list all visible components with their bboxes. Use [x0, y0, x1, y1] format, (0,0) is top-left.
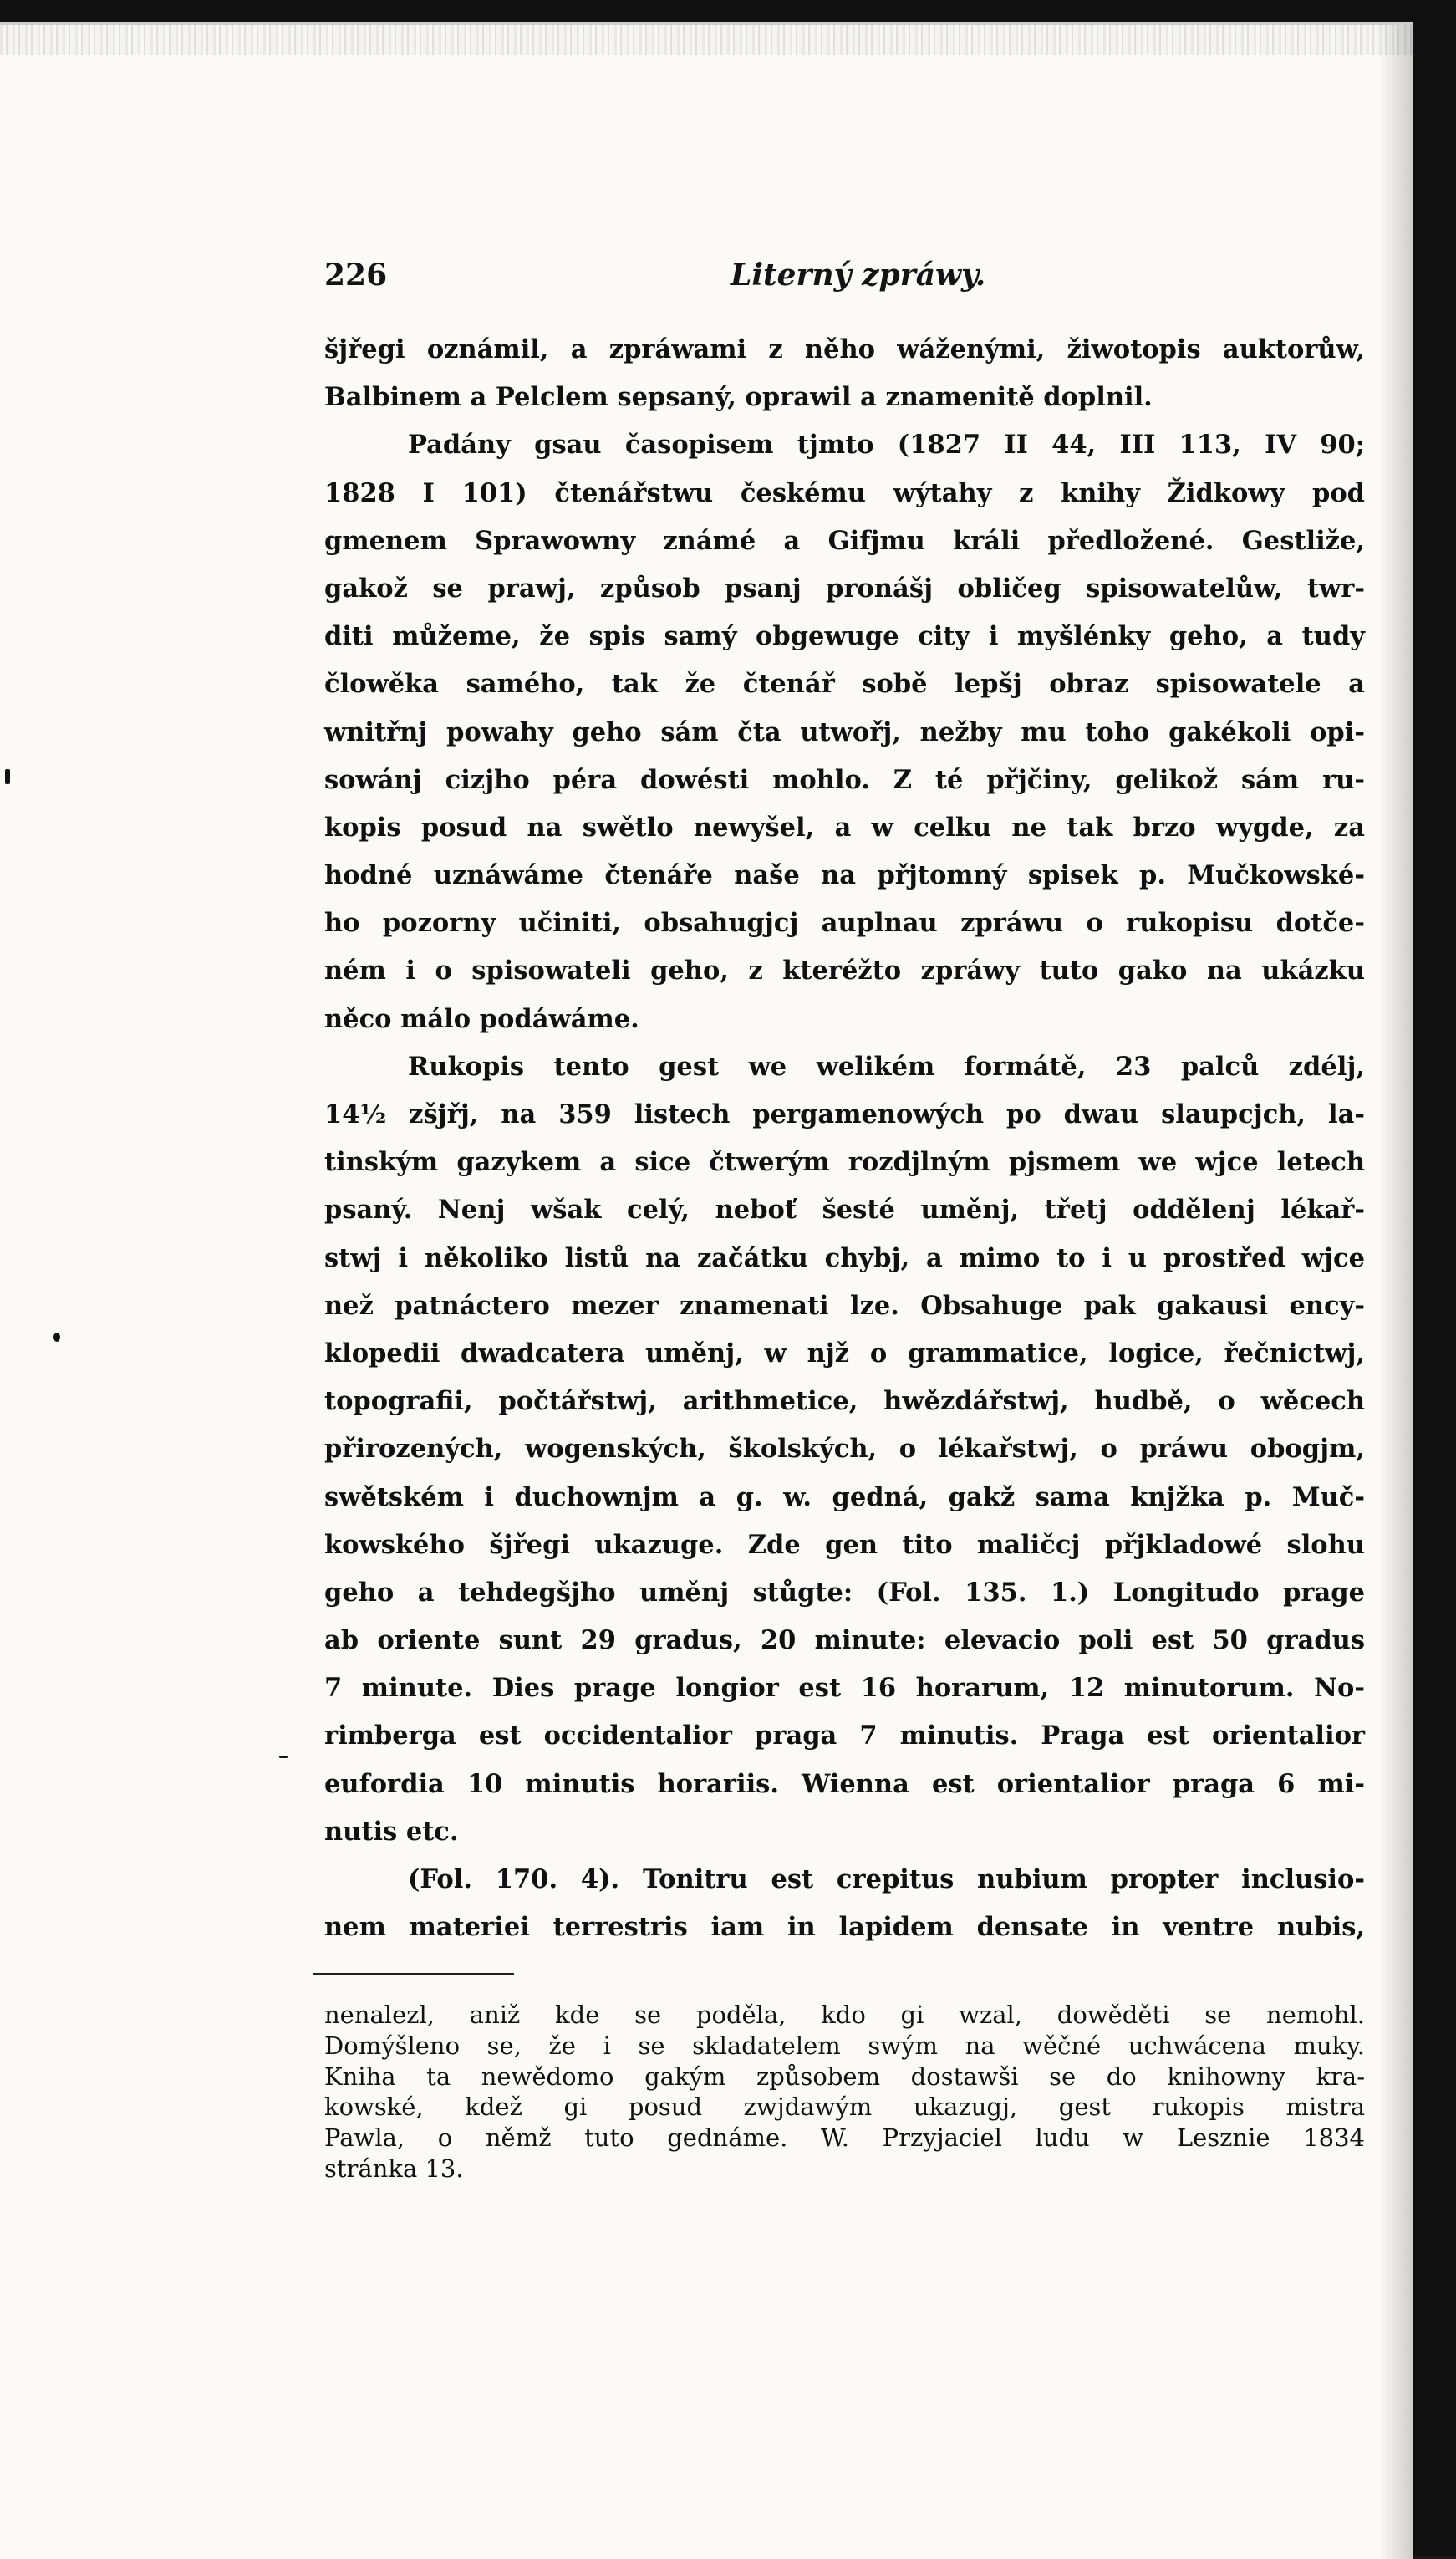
text-line: psaný. Nenj wšak celý, neboť šesté uměnj, třetj oddělenj lékař-: [324, 1195, 1365, 1226]
page-header: [324, 257, 1361, 299]
text-line: geho a tehdegšjho uměnj stůgte: (Fol. 135. 1.) Longitudo prage: [324, 1577, 1365, 1608]
footnote-line: Kniha ta newědomo gakým způsobem dostawši se do knihowny kra-: [324, 2062, 1365, 2091]
footnote-line: kowské, kdež gi posud zwjdawým ukazugj, gest rukopis mistra: [324, 2093, 1365, 2122]
scan-top-edge: [0, 25, 1413, 55]
text-line: než patnáctero mezer znamenati lze. Obsahuge pak gakausi ency-: [324, 1290, 1365, 1321]
footnote: [324, 2000, 1365, 2184]
page-edge-shadow: [1379, 25, 1413, 2559]
text-line: nem materiei terrestris iam in lapidem densate in ventre nubis,: [324, 1912, 1365, 1943]
text-line: topografii, počtářstwj, arithmetice, hwězdářstwj, hudbě, o wěcech: [324, 1386, 1365, 1417]
footnote-line: Domýšleno se, že i se skladatelem swým na wěčné uchwácena muky.: [324, 2031, 1365, 2060]
text-line: Rukopis tento gest we welikém formátě, 23 palců zdélj,: [408, 1051, 1365, 1082]
running-title: Literný zpráwy.: [731, 257, 986, 293]
text-line: hodné uznáwáme čtenáře naše na přjtomný spisek p. Mučkowské-: [324, 860, 1365, 891]
scan-speck: [1443, 268, 1447, 281]
text-line: 7 minute. Dies prage longior est 16 horarum, 12 minutorum. No-: [324, 1673, 1365, 1704]
text-line: ab oriente sunt 29 gradus, 20 minute: elevacio poli est 50 gradus: [324, 1625, 1365, 1656]
text-line: stwj i několiko listů na začátku chybj, a mimo to i u prostřed wjce: [324, 1242, 1365, 1273]
text-line: kopis posud na swětlo newyšel, a w celku ne tak brzo wygde, za: [324, 812, 1365, 843]
text-line: eufordia 10 minutis horariis. Wienna est orientalior praga 6 mi-: [324, 1768, 1365, 1799]
text-line: něco málo podáwáme.: [324, 1003, 639, 1034]
scan-speck: [5, 769, 10, 784]
text-line: wnitřnj powahy geho sám čta utwořj, nežby mu toho gakékoli opi-: [324, 716, 1365, 747]
text-line: 14½ zšjřj, na 359 listech pergamenowých po dwau slaupcjch, la-: [324, 1099, 1365, 1129]
text-line: člowěka samého, tak že čtenář sobě lepšj obraz spisowatele a: [324, 669, 1365, 700]
footnote-line: nenalezl, aniž kde se poděla, kdo gi wzal, dowěděti se nemohl.: [324, 2001, 1365, 2029]
scan-speck: [279, 1756, 288, 1758]
footnote-line: Pawla, o němž tuto gednáme. W. Przyjaciel ludu w Lesznie 1834: [324, 2123, 1365, 2153]
text-line: gakož se prawj, způsob psanj pronášj obličeg spisowatelůw, twr-: [324, 573, 1365, 604]
book-page: [0, 22, 1413, 2559]
main-text: [324, 326, 1365, 1951]
text-line: gmenem Sprawowny známé a Gifjmu králi předložené. Gestliže,: [324, 525, 1365, 556]
footnote-rule: [313, 1973, 514, 1975]
text-line: ho pozorny učiniti, obsahugjcj auplnau zpráwu o rukopisu dotče-: [324, 908, 1365, 939]
text-line: (Fol. 170. 4). Tonitru est crepitus nubium propter inclusio-: [408, 1864, 1365, 1894]
footnote-line: stránka 13.: [324, 2154, 464, 2183]
text-line: šjřegi oznámil, a zpráwami z něho wáženými, žiwotopis auktorůw,: [324, 334, 1365, 364]
text-line: Balbinem a Pelclem sepsaný, oprawil a znamenitě doplnil.: [324, 382, 1153, 413]
text-line: rimberga est occidentalior praga 7 minutis. Praga est orientalior: [324, 1720, 1365, 1751]
text-line: nutis etc.: [324, 1816, 459, 1847]
text-line: kowského šjřegi ukazuge. Zde gen tito maličcj přjkladowé slohu: [324, 1529, 1365, 1560]
page-number: 226: [324, 257, 388, 293]
text-line: tinským gazykem a sice čtwerým rozdjlným pjsmem we wjce letech: [324, 1147, 1365, 1178]
text-line: klopedii dwadcatera uměnj, w njž o grammatice, logice, řečnictwj,: [324, 1338, 1365, 1369]
text-line: sowánj cizjho péra dowésti mohlo. Z té přjčiny, gelikož sám ru-: [324, 764, 1365, 795]
scan-speck: [53, 1333, 60, 1342]
text-line: swětském i duchownjm a g. w. gedná, gakž sama knjžka p. Muč-: [324, 1481, 1365, 1512]
text-line: 1828 I 101) čtenářstwu českému wýtahy z knihy Židkowy pod: [324, 477, 1365, 508]
text-line: ném i o spisowateli geho, z kteréžto zpráwy tuto gako na ukázku: [324, 956, 1365, 986]
text-line: přirozených, wogenských, školských, o lékařstwj, o práwu obogjm,: [324, 1434, 1365, 1465]
text-line: diti můžeme, že spis samý obgewuge city i myšlénky geho, a tudy: [324, 621, 1365, 652]
text-line: Padány gsau časopisem tjmto (1827 II 44, III 113, IV 90;: [408, 430, 1365, 461]
